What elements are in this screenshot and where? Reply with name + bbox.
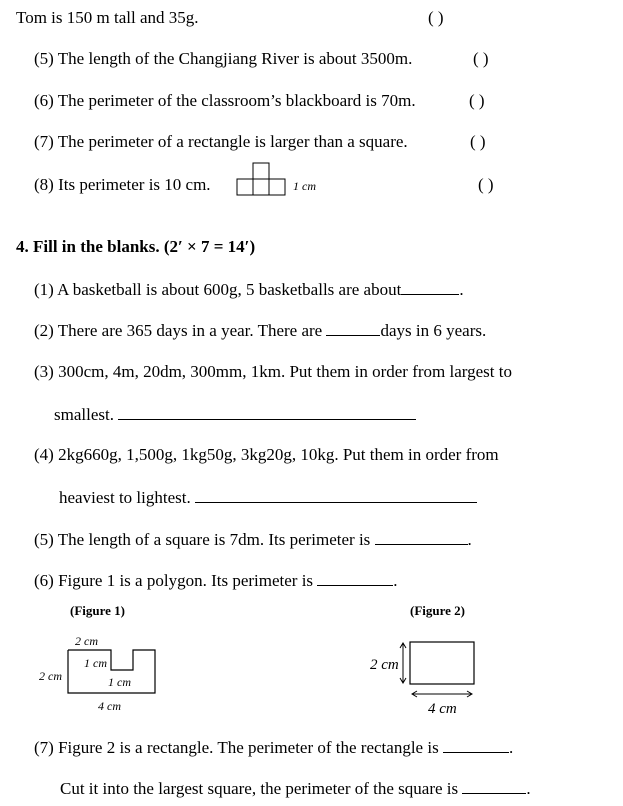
unit-label: 1 cm xyxy=(293,179,316,193)
fill-item-2-text: (2) There are 365 days in a year. There are xyxy=(34,321,323,340)
answer-blank-7b[interactable] xyxy=(462,778,526,794)
fill-item-3-line1: (3) 300cm, 4m, 20dm, 300mm, 1km. Put them in order from largest to xyxy=(34,362,512,381)
answer-paren-8[interactable]: ( ) xyxy=(478,175,494,194)
answer-blank-5[interactable] xyxy=(375,529,468,545)
fill-item-5-text: (5) The length of a square is 7dm. Its perimeter is xyxy=(34,530,371,549)
figure-1-top-label: 2 cm xyxy=(75,634,98,648)
figure-1-notch-bottom-label: 1 cm xyxy=(108,675,131,689)
judge-item-4: Tom is 150 m tall and 35g. xyxy=(16,8,199,27)
squares-figure xyxy=(236,158,290,198)
answer-blank-1[interactable] xyxy=(401,279,459,295)
judge-item-8: (8) Its perimeter is 10 cm. xyxy=(34,175,211,194)
fill-item-4-line2 xyxy=(59,487,477,508)
fill-item-6 xyxy=(34,570,398,591)
fill-item-3-text: smallest. xyxy=(54,405,114,424)
section-heading: 4. Fill in the blanks. (2′ × 7 = 14′) xyxy=(16,237,256,256)
figure-2-title: (Figure 2) xyxy=(410,603,465,618)
fill-item-1 xyxy=(34,279,464,300)
answer-blank-7a[interactable] xyxy=(443,737,509,753)
fill-item-7b-end: . xyxy=(526,779,531,798)
figure-1-polygon xyxy=(60,645,165,700)
fill-item-1-end: . xyxy=(459,280,464,299)
answer-paren-5[interactable]: ( ) xyxy=(473,49,489,68)
judge-item-6: (6) The perimeter of the classroom’s blackboard is 70m. xyxy=(34,91,416,110)
fill-item-1-text: (1) A basketball is about 600g, 5 basketballs are about xyxy=(34,280,402,299)
judge-item-5: (5) The length of the Changjiang River is about 3500m. xyxy=(34,49,413,68)
figure-1-title: (Figure 1) xyxy=(70,603,125,618)
answer-blank-3[interactable] xyxy=(118,404,416,420)
fill-item-4-text: heaviest to lightest. xyxy=(59,488,191,507)
fill-item-2 xyxy=(34,320,486,341)
fill-item-7-line1 xyxy=(34,737,513,758)
answer-paren-4[interactable]: ( ) xyxy=(428,8,444,27)
answer-blank-6[interactable] xyxy=(317,570,393,586)
answer-paren-6[interactable]: ( ) xyxy=(469,91,485,110)
answer-blank-2[interactable] xyxy=(326,320,380,336)
answer-blank-4[interactable] xyxy=(195,487,477,503)
fill-item-4-line1: (4) 2kg660g, 1,500g, 1kg50g, 3kg20g, 10kg. Put them in order from xyxy=(34,445,499,464)
fill-item-7-text: (7) Figure 2 is a rectangle. The perimeter of the rectangle is xyxy=(34,738,439,757)
figure-2-width-label: 4 cm xyxy=(428,701,457,717)
fill-item-5-end: . xyxy=(467,530,472,549)
fill-item-7-end: . xyxy=(508,738,514,757)
fill-item-7b-text: Cut it into the largest square, the perimeter of the square is xyxy=(60,779,459,798)
judge-item-7: (7) The perimeter of a rectangle is larger than a square. xyxy=(34,132,408,151)
figure-2-rectangle xyxy=(396,636,482,704)
fill-item-6-end: . xyxy=(393,571,398,590)
answer-paren-7[interactable]: ( ) xyxy=(470,132,486,151)
fill-item-2-end: days in 6 years. xyxy=(380,321,487,340)
figure-1-left-label: 2 cm xyxy=(39,669,62,683)
fill-item-5 xyxy=(34,529,472,550)
fill-item-7-line2 xyxy=(60,778,531,799)
figure-1-notch-left-label: 1 cm xyxy=(84,656,107,670)
fill-item-3-line2 xyxy=(54,404,416,425)
fill-item-6-text: (6) Figure 1 is a polygon. Its perimeter is xyxy=(34,571,314,590)
figure-1-bottom-label: 4 cm xyxy=(98,699,121,713)
figure-2-height-label: 2 cm xyxy=(370,657,399,673)
